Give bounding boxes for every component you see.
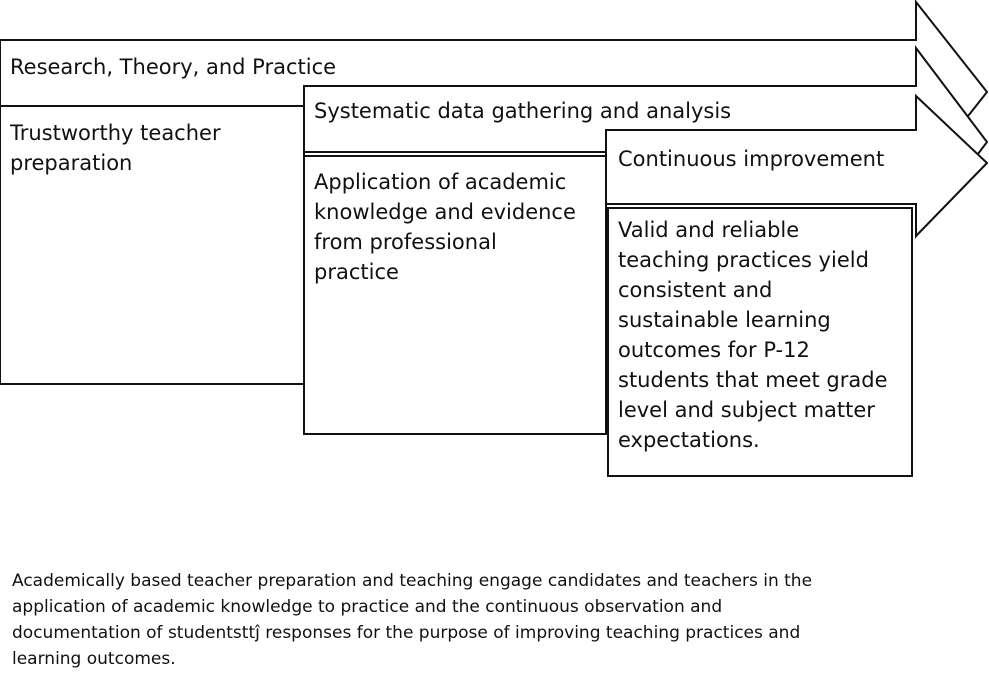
arrow1-label: Research, Theory, and Practice (10, 55, 337, 79)
box3-line-4: sustainable learning (618, 308, 831, 332)
box3-line-6: students that meet grade (618, 368, 888, 392)
caption-line-4: learning outcomes. (12, 649, 176, 669)
box3-line-8: expectations. (618, 428, 760, 452)
arrow2-label: Systematic data gathering and analysis (314, 99, 732, 123)
box1-line-2: preparation (10, 151, 133, 175)
box2-line-3: from professional (314, 230, 497, 254)
box-application-knowledge (304, 156, 606, 434)
caption-line-3: documentation of studentsttĵ responses for the purpose of improving teaching practices and (12, 623, 801, 643)
box-trustworthy-preparation (0, 106, 304, 384)
caption-line-1: Academically based teacher preparation and teaching engage candidates and teachers in the (12, 571, 813, 591)
caption-line-2: application of academic knowledge to practice and the continuous observation and (12, 597, 723, 617)
box3-line-5: outcomes for P-12 (618, 338, 810, 362)
box3-line-2: teaching practices yield (618, 248, 869, 272)
box2-line-2: knowledge and evidence (314, 200, 576, 224)
arrow3-label: Continuous improvement (618, 147, 885, 171)
box3-line-1: Valid and reliable (618, 218, 800, 242)
box2-line-4: practice (314, 260, 399, 284)
box3-line-3: consistent and (618, 278, 773, 302)
box1-line-1: Trustworthy teacher (10, 121, 221, 145)
box3-line-7: level and subject matter (618, 398, 875, 422)
figure-caption (12, 568, 972, 672)
box2-line-1: Application of academic (314, 170, 567, 194)
